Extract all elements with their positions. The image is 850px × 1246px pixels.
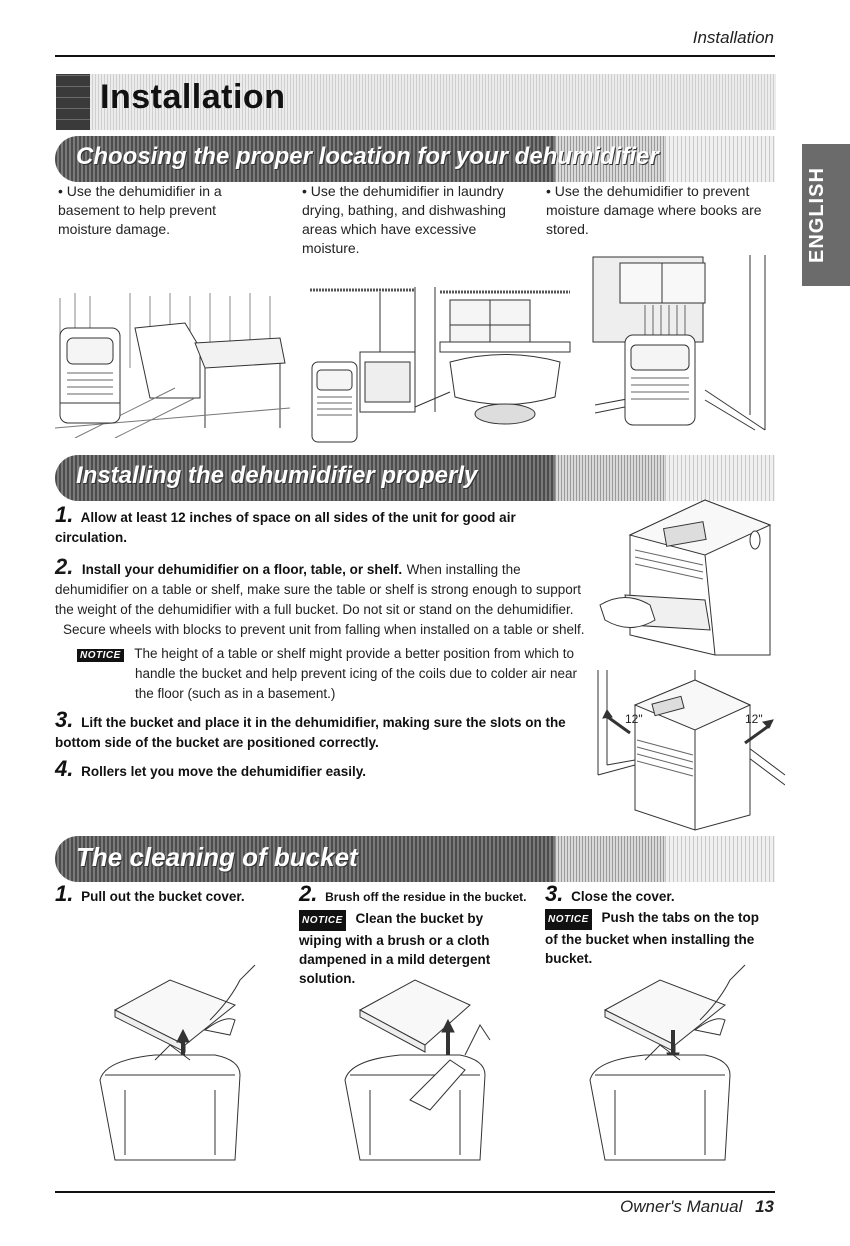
footer (620, 1197, 774, 1217)
section-band-fade (555, 836, 665, 882)
footer-rule (55, 1191, 775, 1193)
notice-badge: NOTICE (545, 909, 592, 930)
bucket-cover-close-illustration (585, 960, 750, 1170)
location-bullet-3: • Use the dehumidifier to prevent moisture damage where books are stored. (546, 183, 762, 237)
bucket-brush-illustration (340, 960, 505, 1170)
step-text: Pull out the bucket cover. (81, 889, 245, 904)
installing-steps (55, 502, 585, 782)
cleaning-step-1 (55, 881, 285, 906)
footer-manual-title: Owner's Manual (620, 1197, 743, 1216)
installing-step-2 (55, 554, 585, 620)
laundry-illustration (300, 282, 575, 452)
notice-badge: NOTICE (299, 910, 346, 931)
step-number: 4. (55, 756, 74, 781)
step-number: 2. (55, 554, 74, 579)
section-heading-cleaning: The cleaning of bucket (76, 842, 358, 872)
page-number: 13 (755, 1197, 774, 1216)
installing-step-3 (55, 707, 585, 753)
location-bullet-2: • Use the dehumidifier in laundry drying, bathing, and dishwashing areas which have excessive moisture. (302, 183, 506, 256)
section-band-fade-light (665, 836, 775, 882)
section-heading-installing: Installing the dehumidifier properly (76, 462, 478, 489)
step-text: Allow at least 12 inches of space on all sides of the unit for good air circulation. (55, 510, 516, 545)
clearance-right-label: 12" (745, 712, 763, 726)
header-rule (55, 55, 775, 57)
step-bold-text: Install your dehumidifier on a floor, table, or shelf. (81, 562, 403, 577)
step-number: 3. (545, 881, 564, 906)
step-text: Rollers let you move the dehumidifier easily. (81, 764, 366, 779)
section-heading-location: Choosing the proper location for your dehumidifier (76, 143, 659, 170)
notice-text: Push the tabs on the top of the bucket when installing the bucket. (545, 910, 760, 966)
installing-notice (55, 644, 585, 704)
section-band-fade-light (665, 136, 775, 182)
dehumidifier-bucket-illustration (595, 495, 775, 660)
step-text: Lift the bucket and place it in the dehumidifier, making sure the slots on the bottom side of the bucket are positioned correctly. (55, 715, 566, 750)
step-text: Close the cover. (571, 889, 675, 904)
step-2-secure-text: Secure wheels with blocks to prevent unit from falling when installed on a table or shelf. (63, 622, 585, 637)
step-text: Brush off the residue in the bucket. (325, 890, 527, 904)
step-number: 3. (55, 707, 74, 732)
step-number: 2. (299, 881, 318, 906)
installing-step-4 (55, 756, 585, 782)
clearance-illustration (595, 665, 785, 835)
notice-text: The height of a table or shelf might provide a better position from which to handle the bucket and help prevent icing of the coils due to colder air near the floor (such as in a basement.) (134, 646, 578, 701)
location-bullet-1: • Use the dehumidifier in a basement to help prevent moisture damage. (58, 183, 222, 237)
clearance-left-label: 12" (625, 712, 643, 726)
step-number: 1. (55, 502, 74, 527)
basement-illustration (55, 288, 290, 438)
installing-step-1 (55, 502, 585, 548)
cleaning-step-3 (545, 881, 770, 968)
header-section-title: Installation (692, 28, 774, 47)
notice-badge: NOTICE (77, 649, 124, 662)
step-body-text: When installing the dehumidifier on a table or shelf, make sure the table or shelf is strong enough to support the weight of the dehumidifier with a full bucket. Do not sit or stand on the dehumidifier. (55, 562, 582, 617)
step-number: 1. (55, 881, 74, 906)
page-title: Installation (100, 78, 286, 116)
notice-text: Clean the bucket by wiping with a brush or a cloth dampened in a mild detergent solution. (299, 911, 491, 986)
bucket-cover-pull-illustration (95, 960, 260, 1170)
title-block (56, 74, 90, 130)
bookshelf-illustration (585, 245, 775, 435)
language-tab-label: ENGLISH (806, 167, 828, 263)
